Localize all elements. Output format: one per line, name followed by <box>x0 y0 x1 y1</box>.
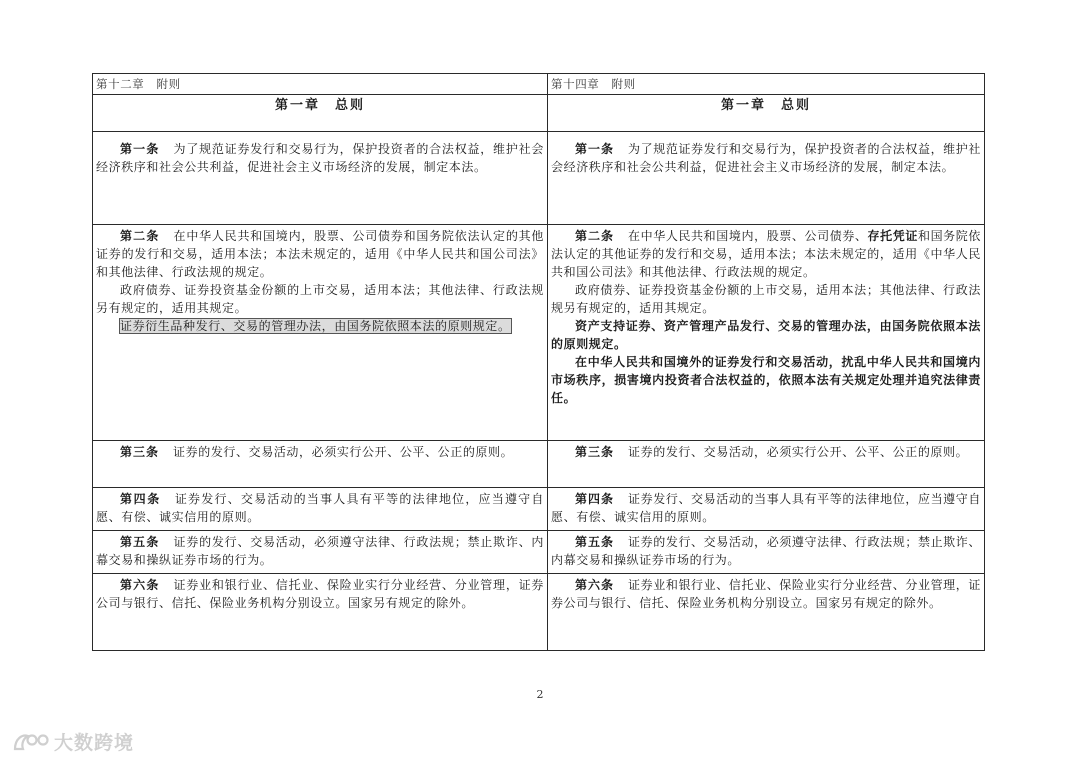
right-article-6 <box>548 574 985 651</box>
page-number: 2 <box>536 688 544 701</box>
left-article-6 <box>93 574 548 651</box>
watermark-text: 大数跨境 <box>54 732 135 754</box>
left-article-3 <box>93 441 548 488</box>
article-text: 证券发行、交易活动的当事人具有平等的法律地位，应当遵守自愿、有偿、诚实信用的原则。 <box>551 492 981 524</box>
article-number: 第三条 <box>575 445 615 459</box>
article-paragraph-1c: 和国务院依法认定的其他证券的发行和交易，适用本法；本法未规定的，适用《中华人民共和国公司法》和其他法律、行政法规的规定。 <box>551 229 981 279</box>
article-paragraph-1a: 在中华人民共和国境内，股票、公司债券、 <box>628 229 868 243</box>
article-number: 第二条 <box>120 229 160 243</box>
right-article-1 <box>548 132 985 225</box>
watermark <box>12 728 134 755</box>
article-number: 第一条 <box>120 142 160 156</box>
added-paragraph-3: 资产支持证券、资产管理产品发行、交易的管理办法，由国务院依照本法的原则规定。 <box>551 319 981 351</box>
article-text: 证券的发行、交易活动，必须遵守法律、行政法规；禁止欺诈、内幕交易和操纵证券市场的行为。 <box>551 535 981 567</box>
article-number: 第四条 <box>120 492 161 506</box>
left-chapter-header: 第十二章 附则 <box>93 74 548 95</box>
left-chapter-title: 第一章 总则 <box>93 95 548 132</box>
added-paragraph-4: 在中华人民共和国境外的证券发行和交易活动，扰乱中华人民共和国境内市场秩序，损害境内投资者合法权益的，依照本法有关规定处理并追究法律责任。 <box>551 355 981 405</box>
article-number: 第六条 <box>120 578 160 592</box>
right-article-4 <box>548 488 985 531</box>
added-text: 存托凭证 <box>867 229 918 243</box>
chapter-header-row <box>93 74 985 95</box>
article-6-row <box>93 574 985 651</box>
brand-logo-icon <box>12 731 50 753</box>
right-chapter-title: 第一章 总则 <box>548 95 985 132</box>
article-paragraph-2: 政府债券、证券投资基金份额的上市交易，适用本法；其他法律、行政法规另有规定的，适用其规定。 <box>551 283 981 315</box>
article-4-row <box>93 488 985 531</box>
chapter-title-row <box>93 95 985 132</box>
article-5-row <box>93 531 985 574</box>
right-article-5 <box>548 531 985 574</box>
article-text: 为了规范证券发行和交易行为，保护投资者的合法权益，维护社会经济秩序和社会公共利益，促进社会主义市场经济的发展，制定本法。 <box>96 142 544 174</box>
article-number: 第二条 <box>575 229 615 243</box>
right-article-2 <box>548 225 985 441</box>
article-3-row <box>93 441 985 488</box>
article-text: 证券业和银行业、信托业、保险业实行分业经营、分业管理，证券公司与银行、信托、保险业务机构分别设立。国家另有规定的除外。 <box>96 578 544 610</box>
article-number: 第一条 <box>575 142 615 156</box>
article-1-row <box>93 132 985 225</box>
article-text: 证券的发行、交易活动，必须实行公开、公平、公正的原则。 <box>173 445 514 459</box>
left-article-5 <box>93 531 548 574</box>
left-article-1 <box>93 132 548 225</box>
article-number: 第三条 <box>120 445 160 459</box>
right-article-3 <box>548 441 985 488</box>
highlighted-paragraph: 证券衍生品种发行、交易的管理办法，由国务院依照本法的原则规定。 <box>120 319 511 333</box>
article-number: 第四条 <box>575 492 615 506</box>
article-number: 第六条 <box>575 578 615 592</box>
article-text: 证券的发行、交易活动，必须遵守法律、行政法规；禁止欺诈、内幕交易和操纵证券市场的行为。 <box>96 535 544 567</box>
article-text: 为了规范证券发行和交易行为，保护投资者的合法权益，维护社会经济秩序和社会公共利益，促进社会主义市场经济的发展，制定本法。 <box>551 142 981 174</box>
right-chapter-header: 第十四章 附则 <box>548 74 985 95</box>
article-2-row <box>93 225 985 441</box>
article-text: 证券业和银行业、信托业、保险业实行分业经营、分业管理，证券公司与银行、信托、保险业务机构分别设立。国家另有规定的除外。 <box>551 578 981 610</box>
article-text: 证券的发行、交易活动，必须实行公开、公平、公正的原则。 <box>628 445 969 459</box>
article-text: 证券发行、交易活动的当事人具有平等的法律地位，应当遵守自愿、有偿、诚实信用的原则。 <box>96 492 544 524</box>
left-article-4 <box>93 488 548 531</box>
article-paragraph-1: 在中华人民共和国境内，股票、公司债券和国务院依法认定的其他证券的发行和交易，适用本法；本法未规定的，适用《中华人民共和国公司法》和其他法律、行政法规的规定。 <box>96 229 544 279</box>
comparison-table <box>92 73 985 651</box>
left-article-2 <box>93 225 548 441</box>
article-number: 第五条 <box>575 535 615 549</box>
article-number: 第五条 <box>120 535 160 549</box>
article-paragraph-2: 政府债券、证券投资基金份额的上市交易，适用本法；其他法律、行政法规另有规定的，适用其规定。 <box>96 283 544 315</box>
